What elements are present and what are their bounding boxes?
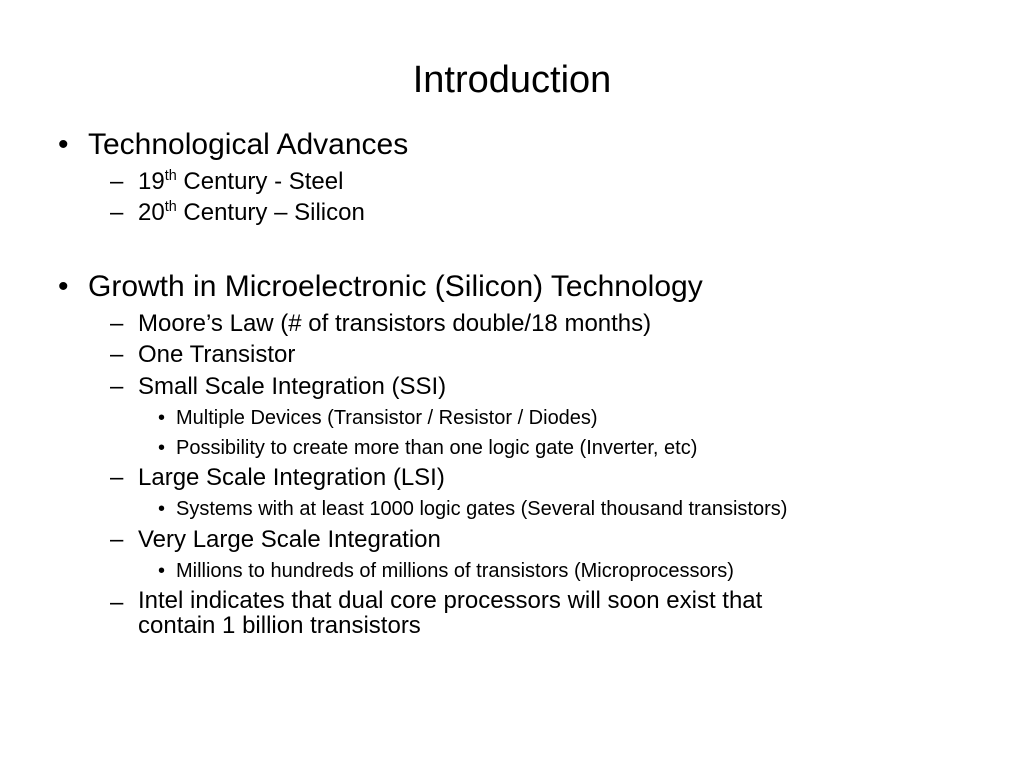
- slide-title: Introduction: [412, 59, 612, 101]
- subitem-lsi: Large Scale Integration (LSI): [138, 464, 445, 491]
- bullet-marker: •: [58, 270, 69, 303]
- bullet-growth-microelectronic: Growth in Microelectronic (Silicon) Technology: [88, 270, 703, 303]
- subitem-moores-law: Moore’s Law (# of transistors double/18 months): [138, 310, 652, 337]
- bullet-technological-advances: Technological Advances: [88, 128, 409, 161]
- dash-marker: –: [110, 526, 124, 553]
- subitem-19th-century: 19th Century - Steel: [138, 168, 344, 195]
- dash-marker: –: [110, 341, 124, 368]
- bullet-marker: •: [158, 498, 166, 520]
- subitem-intel-dual-core: [138, 588, 762, 638]
- subitem-ssi: Small Scale Integration (SSI): [138, 373, 447, 400]
- subitem-intel-line-2: contain 1 billion transistors: [138, 612, 421, 639]
- subitem-intel-line-1: Intel indicates that dual core processors will soon exist that: [138, 587, 763, 614]
- subitem-20th-century: 20th Century – Silicon: [138, 199, 365, 226]
- bullet-marker: •: [158, 437, 166, 459]
- dash-marker: –: [110, 199, 124, 226]
- dash-marker: –: [110, 310, 124, 337]
- bullet-marker: •: [158, 560, 166, 582]
- subitem-vlsi: Very Large Scale Integration: [138, 526, 441, 553]
- dash-marker: –: [110, 589, 124, 616]
- bullet-marker: •: [58, 128, 69, 161]
- subsubitem-millions-transistors: Millions to hundreds of millions of transistors (Microprocessors): [176, 560, 734, 582]
- dash-marker: –: [110, 168, 124, 195]
- dash-marker: –: [110, 464, 124, 491]
- subsubitem-1000-gates: Systems with at least 1000 logic gates (Several thousand transistors): [176, 498, 788, 520]
- dash-marker: –: [110, 373, 124, 400]
- subsubitem-multiple-devices: Multiple Devices (Transistor / Resistor / Diodes): [176, 407, 598, 429]
- bullet-marker: •: [158, 407, 166, 429]
- subsubitem-logic-gate: Possibility to create more than one logic gate (Inverter, etc): [176, 437, 698, 459]
- subitem-one-transistor: One Transistor: [138, 341, 296, 368]
